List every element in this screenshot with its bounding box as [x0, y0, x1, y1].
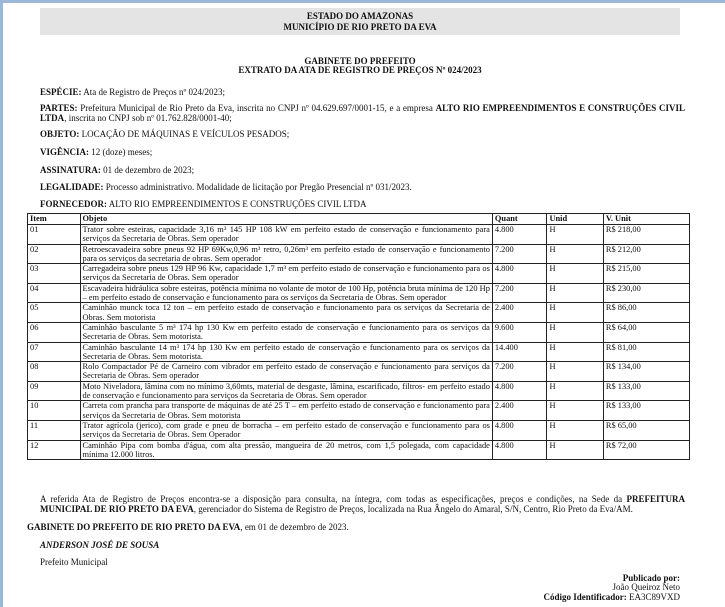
- header-municipality: MUNICÍPIO DE RIO PRETO DA EVA: [283, 22, 437, 32]
- published-by-label: Publicado por:: [622, 573, 680, 583]
- col-item: Item: [28, 214, 81, 225]
- signer-name: ANDERSON JOSÉ DE SOUSA: [40, 540, 160, 550]
- field-fornecedor: FORNECEDOR: ALTO RIO EMPREENDIMENTOS E CONSTRUÇÕES CIVIL LTDA: [40, 199, 367, 209]
- page-left-border: [0, 0, 3, 607]
- signer-role: Prefeito Municipal: [40, 557, 108, 567]
- table-row: 10 Carreta com prancha para transporte de máquinas de até 25 T – em perfeito estado de conservação e funcionamento para serviços da Secretaria de Obras. Sem motorista 2.400 H R$ 133,00: [28, 401, 690, 421]
- field-objeto: OBJETO: LOCAÇÃO DE MÁQUINAS E VEÍCULOS PESADOS;: [40, 129, 290, 139]
- field-legalidade: LEGALIDADE: Processo administrativo. Modalidade de licitação por Pregão Presencial nº 031/2023.: [40, 182, 412, 192]
- field-vigencia: VIGÊNCIA: 12 (doze) meses;: [40, 147, 153, 157]
- table-row: 01 Trator sobre esteiras, capacidade 3,16 m³ 145 HP 108 kW em perfeito estado de conservação e funcionamento para serviços da Secretaria de Obras. Sem operador 4.800 H R$ 218,00: [28, 225, 690, 245]
- col-vunit: V. Unit: [603, 214, 689, 225]
- table-row: 09 Moto Niveladora, lâmina com no mínimo 3,60mts, material de desgaste, lâmina, escarificado, filtros- em perfeito estado de conservação e funcionamento para serviços da Secretaria de Obras. Sem operador 4.800 H R$ 133,00: [28, 381, 690, 401]
- page-top-border: [0, 0, 725, 3]
- table-row: 11 Trator agrícola (jerico), com grade e pneu de borracha – em perfeito estado de conservação e funcionamento para os serviços da Secretaria de Obras. Sem Operador 4.800 H R$ 65,00: [28, 420, 690, 440]
- table-row: 08 Rolo Compactador Pé de Carneiro com vibrador em perfeito estado de conservação e funcionamento para serviços da Secretaria de Obras. Sem operador 7.200 H R$ 134,00: [28, 362, 690, 382]
- table-row: 02 Retroescavadeira sobre pneus 92 HP 69Kw,0,96 m³ retro, 0,26m³ em perfeito estado de conservação e funcionamento para os serviços da secretaria de obras. Sem operador 7.200 H R$ 212,00: [28, 244, 690, 264]
- document-header: [40, 8, 680, 35]
- items-table: [27, 213, 690, 460]
- field-assinatura: ASSINATURA: 01 de dezembro de 2023;: [40, 165, 195, 175]
- table-row: 04 Escavadeira hidráulica sobre esteiras, potência mínima no volante de motor de 100 Hp, potência bruta mínima de 120 Hp – em perfeito estado de conservação e funcionamento para os serviços da Secretaria de Obras. Sem operador 7.200 H R$ 230,00: [28, 283, 690, 303]
- header-state: ESTADO DO AMAZONAS: [306, 11, 414, 21]
- table-header-row: [28, 214, 690, 225]
- field-partes: PARTES: Prefeitura Municipal de Rio Preto da Eva, inscrita no CNPJ nº 04.629.697/0001-15, e a empresa ALTO RIO EMPREENDIMENTOS E CONSTRUÇÕES CIVIL LTDA, inscrita no CNPJ sob nº 01.762.828/0001-40;: [40, 103, 686, 123]
- table-row: 07 Caminhão basculante 14 m³ 174 hp 130 Kw em perfeito estado de conservação e funcionamento para os serviços da Secretaria de Obras. Sem motorista. 14.400 H R$ 81,00: [28, 342, 690, 362]
- col-objeto: Objeto: [80, 214, 492, 225]
- availability-paragraph: A referida Ata de Registro de Preços encontra-se a disposição para consulta, na íntegra, com todas as especificações, preços e condições, na Sede da PREFEITURA MUNICIPAL DE RIO PRETO DA EVA, gerenciador do Sistema de Registro de Preços, localizada na Rua Ângelo do Amaral, S/N, Centro, Rio Preto da Eva/AM.: [40, 494, 686, 514]
- table-row: 03 Carregadeira sobre pneus 129 HP 96 Kw, capacidade 1,7 m³ em perfeito estado de conservação e funcionamento para os serviços da Secretaria de Obras. Sem operador 4.800 H R$ 215,00: [28, 264, 690, 284]
- table-row: 12 Caminhão Pipa com bomba d'água, com alta pressão, mangueira de 20 metros, com 1,5 polegada, com capacidade mínima 12.000 litros. 4.800 H R$ 72,00: [28, 440, 690, 460]
- title-office: GABINETE DO PREFEITO: [304, 56, 416, 66]
- publisher-name: João Queiroz Neto: [612, 582, 680, 592]
- col-unid: Unid: [547, 214, 603, 225]
- identifier-code: Código Identificador: EA3C89VXD: [543, 592, 680, 602]
- title-extract: EXTRATO DA ATA DE REGISTRO DE PREÇOS Nº 024/2023: [238, 65, 482, 75]
- field-especie: ESPÉCIE: Ata de Registro de Preços nº 024/2023;: [40, 87, 226, 97]
- table-row: 06 Caminhão basculante 5 m³ 174 hp 130 Kw em perfeito estado de conservação e funcionamento para os serviços da Secretaria de Obras. Sem motorista. 9.600 H R$ 64,00: [28, 322, 690, 342]
- closing-line: GABINETE DO PREFEITO DE RIO PRETO DA EVA, em 01 de dezembro de 2023.: [27, 522, 349, 532]
- table-row: 05 Caminhão munck toca 12 ton – em perfeito estado de conservação e funcionamento para os serviços da Secretaria de Obras. Sem motorista 2.400 H R$ 86,00: [28, 303, 690, 323]
- col-quant: Quant: [492, 214, 547, 225]
